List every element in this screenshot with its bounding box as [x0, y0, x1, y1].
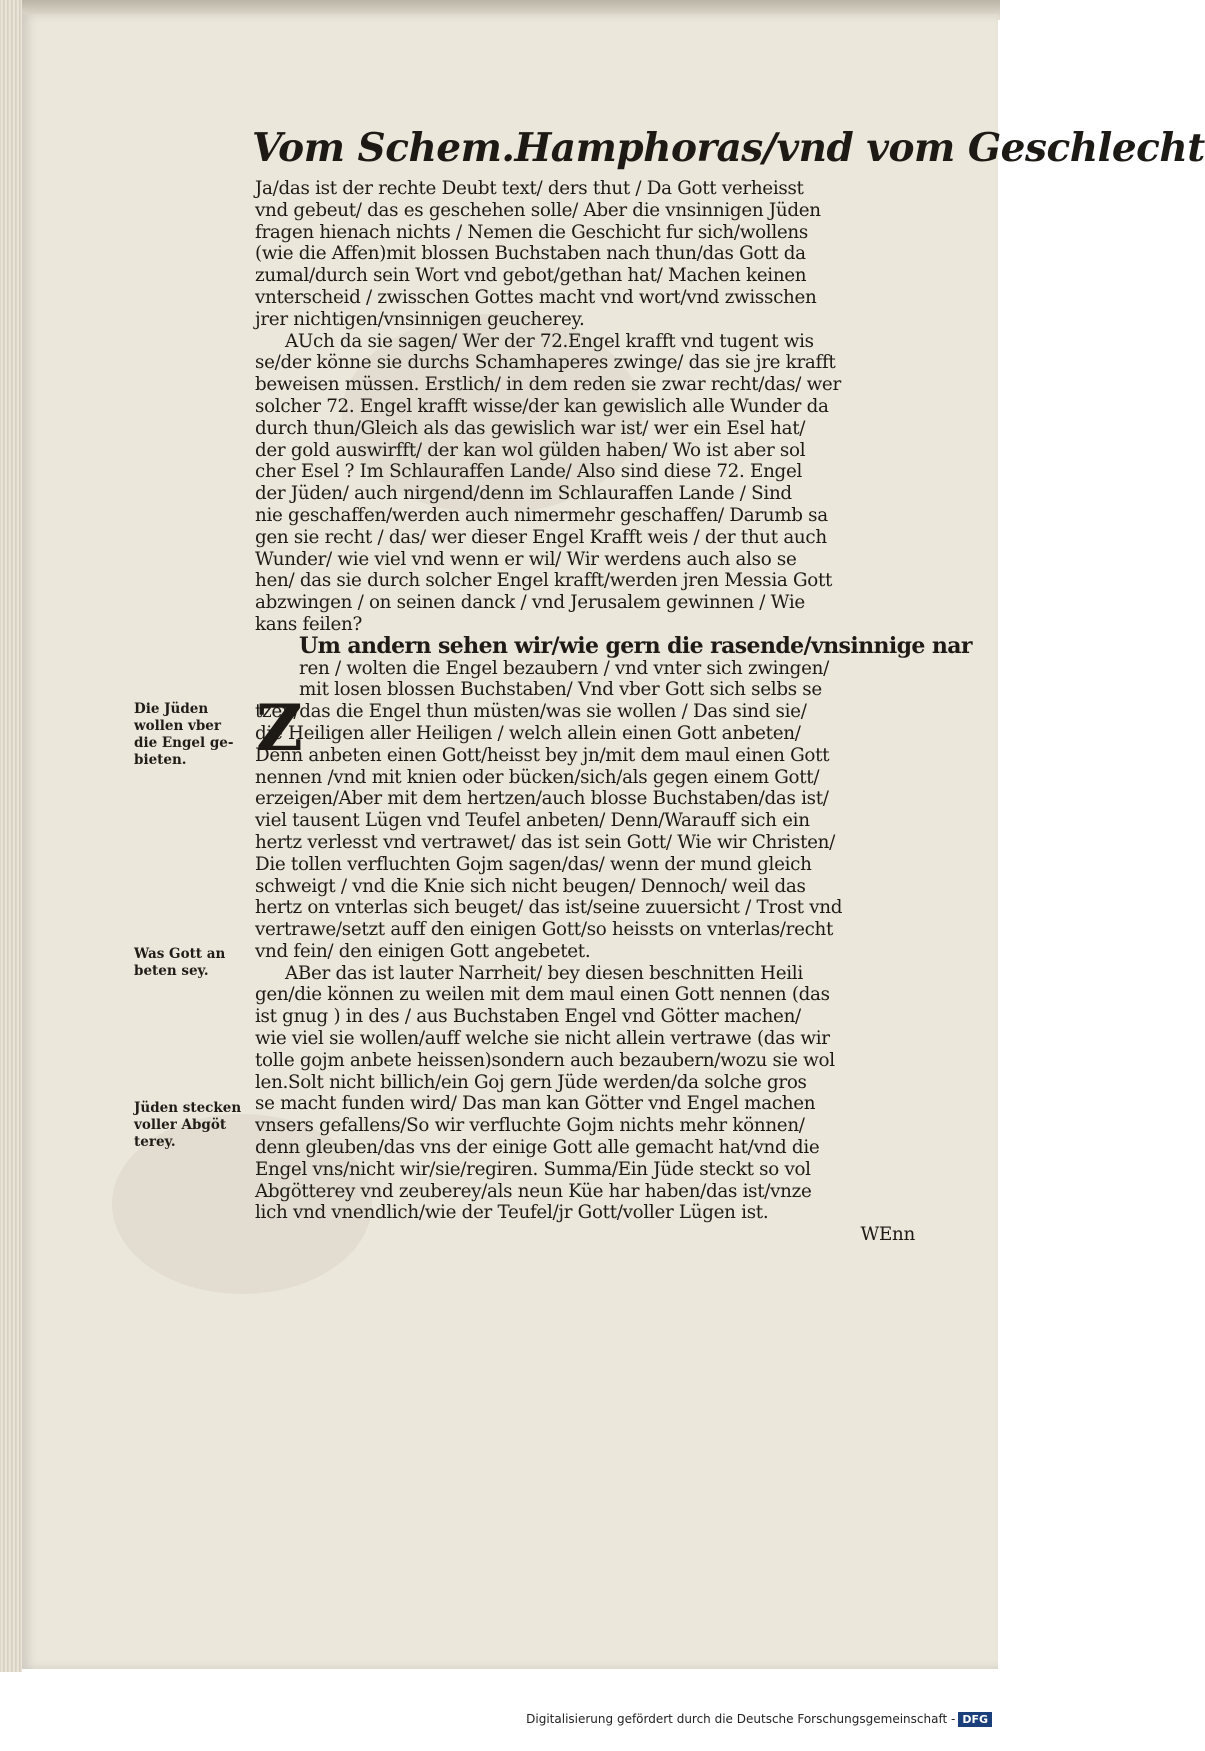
text-line: vnsers gefallens/So wir verfluchte Gojm nichts mehr können/: [255, 1115, 805, 1137]
text-line: gen/die können zu weilen mit dem maul einen Gott nennen (das: [255, 984, 830, 1006]
text-line: Abgötterey vnd zeuberey/als neun Küe har haben/das ist/vnze: [255, 1180, 812, 1202]
text-line: kans feilen?: [255, 613, 363, 635]
footer-text: Digitalisierung gefördert durch die Deutsche Forschungsgemeinschaft -: [526, 1712, 956, 1726]
text-line: len.Solt nicht billich/ein Goj gern Jüde werden/da solche gros: [255, 1071, 807, 1093]
margin-note-line: die Engel ge-: [134, 735, 234, 751]
text-line: ist gnug ) in des / aus Buchstaben Engel vnd Götter machen/: [255, 1006, 801, 1028]
text-line: se/der könne sie durchs Schamhaperes zwinge/ das sie jre krafft: [255, 352, 836, 374]
text-line: die Heiligen aller Heiligen / welch allein einen Gott anbeten/: [255, 722, 801, 744]
text-line: jrer nichtigen/vnsinnigen geucherey.: [255, 308, 585, 330]
text-line: cher Esel ? Im Schlauraffen Lande/ Also sind diese 72. Engel: [255, 461, 803, 483]
running-header: Vom Schem.Hamphoras/vnd vom Geschlecht: [252, 125, 1205, 171]
text-line: gen sie recht / das/ wer dieser Engel Krafft weis / der thut auch: [255, 526, 827, 548]
margin-note-line: voller Abgöt: [134, 1117, 227, 1133]
text-line: durch thun/Gleich als das gewislich war ist/ wer ein Esel hat/: [255, 417, 806, 439]
text-line: schweigt / vnd die Knie sich nicht beugen/ Dennoch/ weil das: [255, 875, 806, 897]
text-line: vnterscheid / zwisschen Gottes macht vnd wort/vnd zwisschen: [255, 286, 817, 308]
text-line: der Jüden/ auch nirgend/denn im Schlauraffen Lande / Sind: [255, 483, 792, 505]
dfg-logo: DFG: [958, 1712, 992, 1727]
text-line: abzwingen / on seinen danck / vnd Jerusalem gewinnen / Wie: [255, 592, 805, 614]
text-line: denn gleuben/das vns der einige Gott alle gemacht hat/vnd die: [255, 1137, 820, 1159]
margin-note-line: terey.: [134, 1134, 176, 1150]
text-line: Engel vns/nicht wir/sie/regiren. Summa/Ein Jüde steckt so vol: [255, 1158, 811, 1180]
text-line: Um andern sehen wir/wie gern die rasende/vnsinnige nar: [299, 632, 972, 659]
text-line: se macht funden wird/ Das man kan Götter vnd Engel machen: [255, 1093, 816, 1115]
margin-note-line: bieten.: [134, 752, 187, 768]
body-text: [255, 178, 972, 1246]
text-line: lich vnd vnendlich/wie der Teufel/jr Gott/voller Lügen ist.: [255, 1202, 769, 1224]
text-line: vertrawe/setzt auff den einigen Gott/so heissts on vnterlas/recht: [255, 919, 834, 941]
text-line: Wunder/ wie viel vnd wenn er wil/ Wir werdens auch also se: [255, 548, 797, 570]
margin-note: [134, 701, 254, 769]
text-line: beweisen müssen. Erstlich/ in dem reden sie zwar recht/das/ wer: [255, 374, 841, 396]
text-line: viel tausent Lügen vnd Teufel anbeten/ Denn/Warauff sich ein: [255, 810, 810, 832]
footer-credit: [0, 1712, 992, 1727]
text-line: wie viel sie wollen/auff welche sie nicht allein vertrawe (das wir: [255, 1028, 830, 1050]
text-line: hertz verlesst vnd vertrawet/ das ist sein Gott/ Wie wir Christen/: [255, 831, 835, 853]
margin-note-line: beten sey.: [134, 963, 209, 979]
text-line: vnd fein/ den einigen Gott angebetet.: [255, 940, 591, 962]
book-spine-edge: [0, 0, 22, 1672]
text-line: Ja/das ist der rechte Deubt text/ ders thut / Da Gott verheisst: [255, 178, 804, 199]
margin-note-line: Jüden stecken: [134, 1100, 242, 1116]
margin-note: [134, 1100, 254, 1151]
catchword: WEnn: [860, 1224, 915, 1246]
text-line: zumal/durch sein Wort vnd gebot/gethan hat/ Machen keinen: [255, 265, 807, 287]
text-line: (wie die Affen)mit blossen Buchstaben nach thun/das Gott da: [255, 243, 806, 265]
margin-note-line: wollen vber: [134, 718, 221, 734]
text-line: AUch da sie sagen/ Wer der 72.Engel krafft vnd tugent wis: [285, 330, 814, 352]
text-line: erzeigen/Aber mit dem hertzen/auch blosse Buchstaben/das ist/: [255, 788, 829, 810]
text-line: tzen/das die Engel thun müsten/was sie wollen / Das sind sie/: [255, 701, 807, 723]
margin-note-line: Die Jüden: [134, 701, 209, 717]
text-line: solcher 72. Engel krafft wisse/der kan gewislich alle Wunder da: [255, 395, 829, 417]
text-line: Denn anbeten einen Gott/heisst bey jn/mit dem maul einen Gott: [255, 744, 830, 766]
margin-note-line: Was Gott an: [134, 946, 226, 962]
text-line: hertz on vnterlas sich beuget/ das ist/seine zuuersicht / Trost vnd: [255, 897, 843, 919]
drop-capital: Z: [256, 691, 303, 766]
text-line: der gold auswirfft/ der kan wol gülden haben/ Wo ist aber sol: [255, 439, 806, 461]
text-line: nennen /vnd mit knien oder bücken/sich/als gegen einem Gott/: [255, 766, 820, 788]
text-line: vnd gebeut/ das es geschehen solle/ Aber die vnsinnigen Jüden: [255, 199, 821, 221]
text-line: ABer das ist lauter Narrheit/ bey diesen beschnitten Heili: [285, 962, 803, 984]
text-line: fragen hienach nichts / Nemen die Geschicht fur sich/wollens: [255, 221, 808, 243]
text-line: hen/ das sie durch solcher Engel krafft/werden jren Messia Gott: [255, 570, 833, 592]
text-line: tolle gojm anbete heissen)sondern auch bezaubern/wozu sie wol: [255, 1049, 835, 1071]
text-line: ren / wolten die Engel bezaubern / vnd vnter sich zwingen/: [299, 657, 829, 679]
text-line: mit losen blossen Buchstaben/ Vnd vber Gott sich selbs se: [299, 679, 822, 701]
margin-note: [134, 946, 254, 980]
text-line: Die tollen verfluchten Gojm sagen/das/ wenn der mund gleich: [255, 853, 812, 875]
text-line: nie geschaffen/werden auch nimermehr geschaffen/ Darumb sa: [255, 504, 828, 526]
